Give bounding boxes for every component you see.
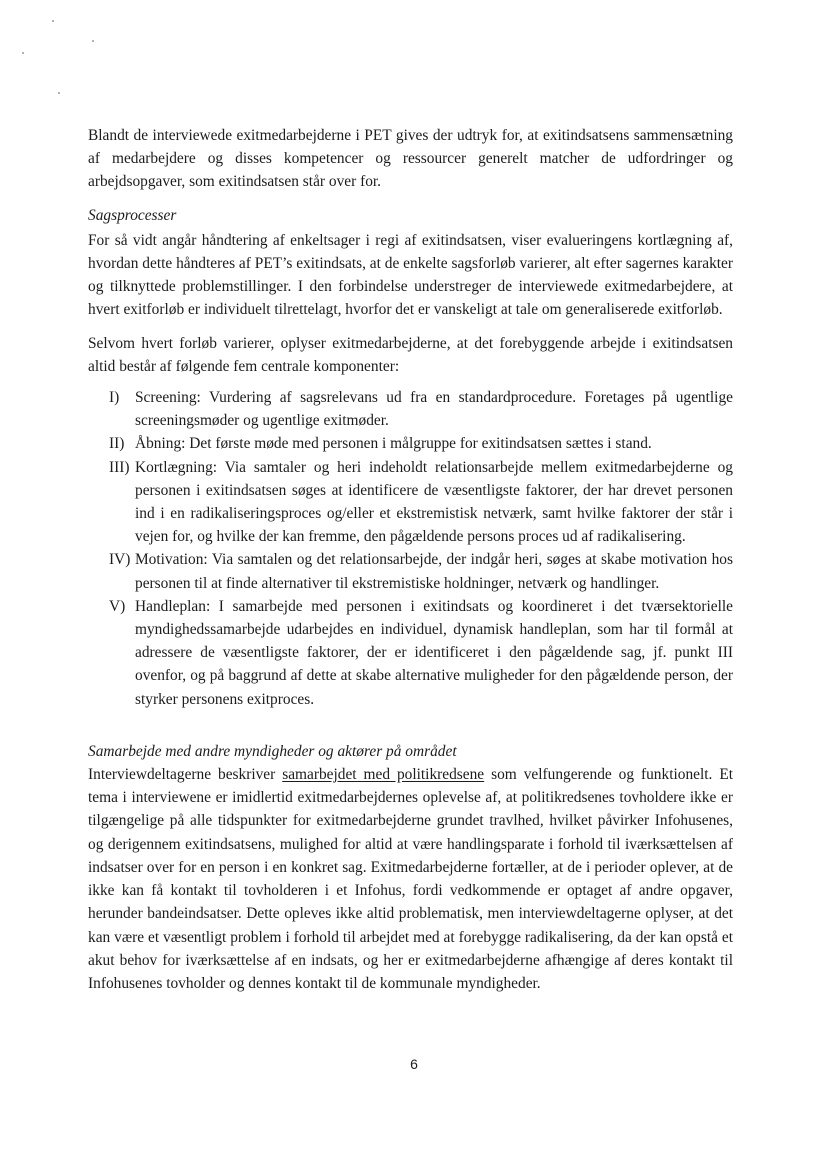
samarbejde-text-rest: som velfungerende og funktionelt. Et tema i interviewene er imidlertid exitmedarbejdernes oplevelse af, at politikredsenes tovholdere ikke er tilgængelige på alle tidspunkter for exitmedarbejderne grundet travlhed, hvilket påvirker Infohusenes, og derigennem exitindsatsens, mulighed for altid at være handlingsparate i forhold til iværksættelsen af indsatser over for en person i en konkret sag. Exitmedarbejderne fortæller, at de i perioder oplever, at de ikke kan få kontakt til tovholderen i et Infohus, fordi vedkommende er optaget af andre opgaver, herunder bandeindsatser. Dette opleves ikke altid problematisk, men interviewdeltagerne oplyser, at det kan være et væsentligt problem i forhold til arbejdet med at forebygge radikalisering, da der kan opstå et akut behov for iværksættelse af en indsats, og her er exitmedarbejderne afhængige af deres kontakt til Infohusenes tovholder og dennes kontakt til de kommunale myndigheder. [88,766,733,992]
page-number: 6 [410,1056,418,1072]
list-item-number: I) [109,389,120,407]
list-item [88,456,733,549]
components-list [88,386,733,711]
sagsprocesser-paragraph: For så vidt angår håndtering af enkeltsager i regi af exitindsatsen, viser evalueringens kortlægning af, hvordan dette håndteres af PET’s exitindsats, at de enkelte sagsforløb varierer, alt efter sagernes karakter og tilknyttede problemstillinger. I den forbindelse understreger de interviewede exitmedarbejdere, at hvert exitforløb er individuelt tilrettelagt, hvorfor det er vanskeligt at tale om generaliserede exitforløb. [88,231,733,319]
list-item [88,386,733,432]
underlined-phrase: samarbejdet med politikredsene [282,766,485,784]
list-item-text: Screening: Vurdering af sagsrelevans ud fra en standardprocedure. Foretages på ugentlige screeningsmøder og ugentlige exitmøder. [135,389,733,430]
samarbejde-text-start: Interviewdeltagerne beskriver [88,766,283,784]
list-item-number: V) [109,597,126,615]
list-item [88,432,733,455]
list-item-text: Motivation: Via samtalen og det relationsarbejde, der indgår heri, søges at skabe motivation hos personen til at finde alternativer til ekstremistiske holdninger, netværk og handlinger. [135,551,733,592]
document-body [88,124,733,995]
scan-speck [58,92,60,94]
list-item-number: IV) [109,551,131,569]
list-item-text: Åbning: Det første møde med personen i målgruppe for exitindsatsen sættes i stand. [135,435,652,453]
section-heading-sagsprocesser: Sagsprocesser [88,206,177,224]
list-item-number: II) [109,435,125,453]
list-item-text: Kortlægning: Via samtaler og heri indeholdt relationsarbejde mellem exitmedarbejderne og personen i exitindsatsen søges at identificere de væsentligste faktorer, der har drevet personen ind i en radikaliseringsproces og/eller et ekstremistisk netværk, samt hvilke faktorer der står i vejen for, og hvilke der kan fremme, den pågældende persons proces ud af radikalisering. [135,458,733,546]
list-item [88,595,733,711]
selvom-paragraph: Selvom hvert forløb varierer, oplyser exitmedarbejderne, at det forebyggende arbejde i exitindsatsen altid består af følgende fem centrale komponenter: [88,334,733,375]
list-item-number: III) [109,458,130,476]
scan-speck [22,52,24,54]
scan-speck [52,20,54,22]
section-heading-samarbejde: Samarbejde med andre myndigheder og aktører på området [88,742,457,760]
scan-speck [92,40,94,42]
list-item [88,548,733,594]
intro-paragraph: Blandt de interviewede exitmedarbejderne i PET gives der udtryk for, at exitindsatsens sammensætning af medarbejdere og disses kompetencer og ressourcer generelt matcher de udfordringer og arbejdsopgaver, som exitindsatsen står over for. [88,127,733,191]
list-item-text: Handleplan: I samarbejde med personen i exitindsats og koordineret i det tværsektorielle myndighedssamarbejde udarbejdes en individuel, dynamisk handleplan, som har til formål at adressere de væsentligste faktorer, der er identificeret i den pågældende sag, jf. punkt III ovenfor, og på baggrund af dette at skabe alternative muligheder for den pågældende person, der styrker personens exitproces. [135,597,733,708]
samarbejde-paragraph [88,763,733,995]
